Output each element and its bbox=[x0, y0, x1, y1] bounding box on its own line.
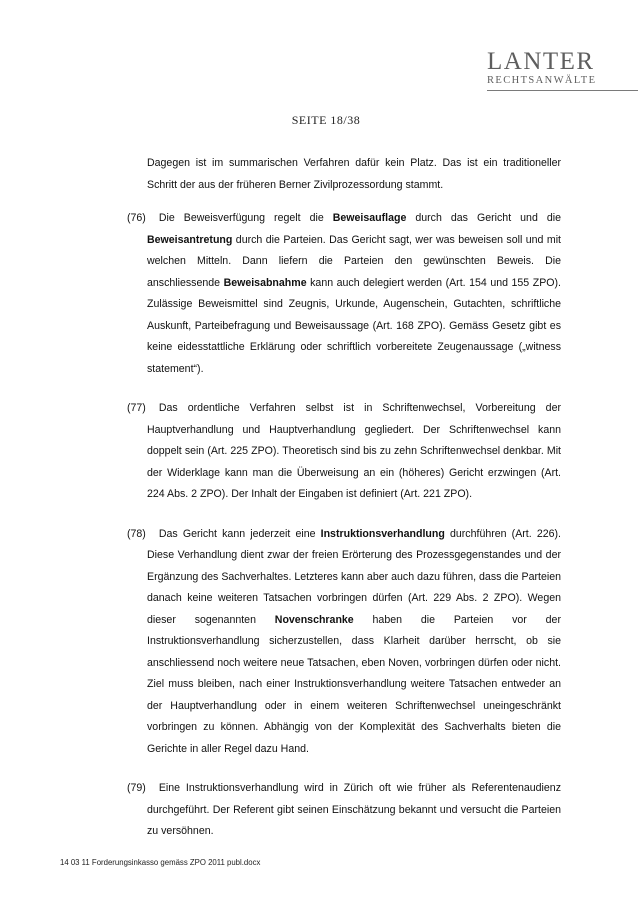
paragraph-text: Eine Instruktionsverhandlung wird in Zürich oft wie früher als Referentenaudienz durchgeführt. Der Referent gibt seinen Einschätzung bekannt und versucht die Parteien zu versöhnen. bbox=[147, 782, 561, 837]
paragraph-text: durch das Gericht und die bbox=[406, 212, 561, 224]
paragraph-text: Das Gericht kann jederzeit eine bbox=[158, 527, 321, 540]
paragraph-text: haben die Parteien vor der Instruktionsverhandlung sicherzustellen, dass Klarheit darüber herrscht, ob sie anschliessend noch weitere neue Tatsachen, eben Noven, vorbringen dürfen oder nicht. Ziel muss bleiben, nach einer Instruktionsverhandlung weitere Tatsachen entweder an der Hauptverhandlung oder in einem weiteren Schriftenwechsel uneingeschränkt vorbringen zu können. Abhängig von der Komplexität des Sachverhalts bieten die Gerichte in aller Regel dazu Hand. bbox=[147, 613, 561, 755]
paragraph-text: durchführen (Art. 226). Diese Verhandlung dient zwar der freien Erörterung des Prozessgegenstandes und der Ergänzung des Sachverhaltes. Letzteres kann aber auch dazu führen, dass die Parteien danach keine weiteren Tatsachen vorbringen dürfen (Art. 229 Abs. 2 ZPO). Wegen dieser sogenannten bbox=[147, 527, 561, 626]
paragraph-text: Dagegen ist im summarischen Verfahren dafür kein Platz. Das ist ein traditioneller Schritt der aus der früheren Berner Zivilprozessordung stammt. bbox=[147, 157, 561, 191]
logo-name: LANTER bbox=[487, 48, 595, 75]
logo-rule bbox=[487, 90, 638, 91]
paragraph-number: (78) bbox=[127, 527, 146, 540]
paragraph-text: Das ordentliche Verfahren selbst ist in Schriftenwechsel, Vorbereitung der Hauptverhandlung und Hauptverhandlung gegliedert. Der Schriftenwechsel kann doppelt sein (Art. 225 ZPO). Theoretisch sind bis zu zehn Schriftenwechsel denkbar. Mit der Widerklage kann man die Überweisung an ein (höheres) Gericht erzwingen (Art. 224 Abs. 2 ZPO). Der Inhalt der Eingaben ist definiert (Art. 221 ZPO). bbox=[147, 402, 561, 500]
paragraph-number: (79) bbox=[127, 782, 146, 794]
paragraph-text: durch die Parteien. Das Gericht sagt, wer was beweisen soll und mit welchen Mitteln. Dann liefern die Parteien den gewünschten Beweis. Die anschliessende bbox=[147, 233, 561, 289]
bold-term: Instruktionsverhandlung bbox=[320, 527, 445, 540]
bold-term: Novenschranke bbox=[274, 613, 354, 626]
paragraph-number: (76) bbox=[127, 212, 146, 224]
paragraph-76 bbox=[127, 208, 561, 380]
bold-term: Beweisabnahme bbox=[223, 276, 307, 289]
firm-logo bbox=[487, 50, 638, 91]
footer-filename: 14 03 11 Forderungsinkasso gemäss ZPO 2011 publ.docx bbox=[60, 858, 261, 867]
paragraph-number: (77) bbox=[127, 402, 146, 414]
paragraph-77 bbox=[127, 398, 561, 506]
logo-subtitle: RECHTSANWÄLTE bbox=[487, 75, 597, 86]
bold-term: Beweisantretung bbox=[147, 233, 233, 246]
document-body bbox=[127, 153, 561, 843]
bold-term: Beweisauflage bbox=[332, 212, 407, 224]
paragraph-intro bbox=[147, 153, 561, 196]
paragraph-text: kann auch delegiert werden (Art. 154 und 155 ZPO). Zulässige Beweismittel sind Zeugnis, Urkunde, Augenschein, Gutachten, schriftliche Auskunft, Parteibefragung und Beweisaussage (Art. 168 ZPO). Gemäss Gesetz gibt es keine eidesstattliche Erklärung oder schriftlich vorbereitete Zeugenaussage („witness statement“). bbox=[147, 276, 561, 375]
paragraph-text: Die Beweisverfügung regelt die bbox=[158, 212, 333, 224]
page-number: SEITE 18/38 bbox=[291, 113, 361, 127]
paragraph-79 bbox=[127, 778, 561, 843]
paragraph-78 bbox=[127, 524, 561, 761]
